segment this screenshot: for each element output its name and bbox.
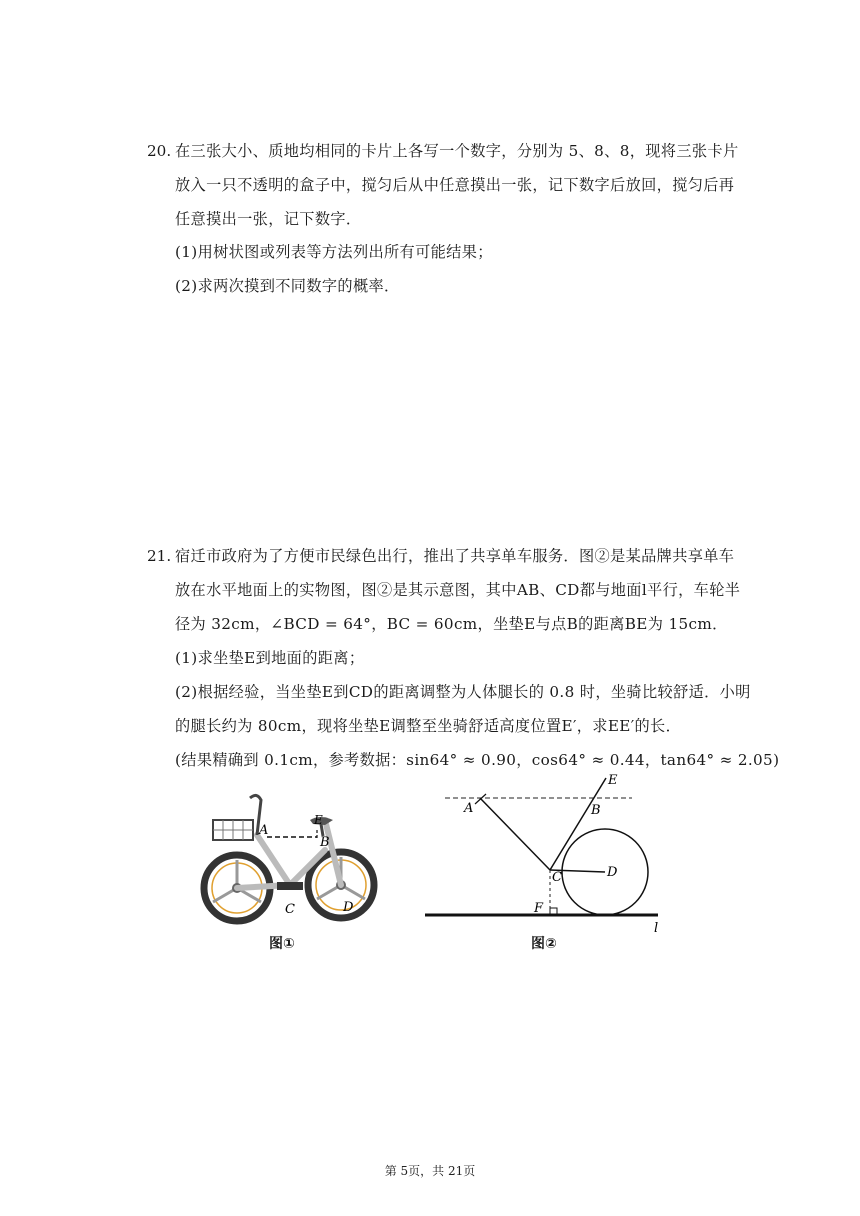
schematic-figure: [420, 770, 670, 940]
q21-line-1: 宿迁市政府为了方便市民绿色出行，推出了共享单车服务．图②是某品牌共享单车: [175, 547, 735, 565]
fig2-label-a: A: [464, 801, 474, 816]
q21-number: 21.: [147, 547, 172, 565]
fig1-label-e: E: [314, 813, 323, 827]
q21-reference: (结果精确到 0.1cm，参考数据：sin64° ≈ 0.90，cos64° ≈ 0.44，tan64° ≈ 2.05): [175, 751, 780, 769]
figure1-caption: 图①: [269, 936, 295, 952]
segment-ce: [550, 778, 606, 870]
fig2-label-l: l: [654, 921, 659, 936]
q20-part-2: (2)求两次摸到不同数字的概率．: [175, 277, 400, 295]
fig2-label-f: F: [534, 901, 544, 916]
fig1-label-d: D: [343, 900, 354, 915]
fig2-label-d: D: [607, 865, 618, 880]
q21-line-2: 放在水平地面上的实物图，图②是其示意图，其中AB、CD都与地面l平行，车轮半: [175, 581, 741, 599]
q20-number: 20.: [147, 142, 172, 160]
fig1-label-a: A: [259, 823, 269, 838]
figure2-caption: 图②: [531, 936, 557, 952]
fig2-label-c: C: [552, 870, 562, 885]
bicycle-figure: [195, 790, 385, 930]
q21-part-2a: (2)根据经验，当坐垫E到CD的距离调整为人体腿长的 0.8 时，坐骑比较舒适．小明: [175, 683, 751, 701]
q20-part-1: (1)用树状图或列表等方法列出所有可能结果；: [175, 243, 493, 261]
q21-line-3: 径为 32cm，∠BCD = 64°，BC = 60cm，坐垫E与点B的距离BE为 15cm．: [175, 615, 728, 633]
q20-line-3: 任意摸出一张，记下数字．: [175, 210, 362, 228]
q21-part-2b: 的腿长约为 80cm，现将坐垫E调整至坐骑舒适高度位置E′，求EE′的长．: [175, 717, 682, 735]
fig2-label-b: B: [591, 803, 601, 818]
segment-ac: [480, 798, 550, 870]
fig2-label-e: E: [608, 773, 618, 788]
q20-line-2: 放入一只不透明的盒子中，搅匀后从中任意摸出一张，记下数字后放回，搅匀后再: [175, 176, 735, 194]
fig1-label-b: B: [320, 835, 330, 850]
page-footer: 第 5页，共 21页: [384, 1164, 476, 1178]
q20-line-1: 在三张大小、质地均相同的卡片上各写一个数字，分别为 5、8、8，现将三张卡片: [175, 142, 739, 160]
fig1-label-c: C: [285, 902, 295, 917]
q21-part-1: (1)求坐垫E到地面的距离；: [175, 649, 365, 667]
